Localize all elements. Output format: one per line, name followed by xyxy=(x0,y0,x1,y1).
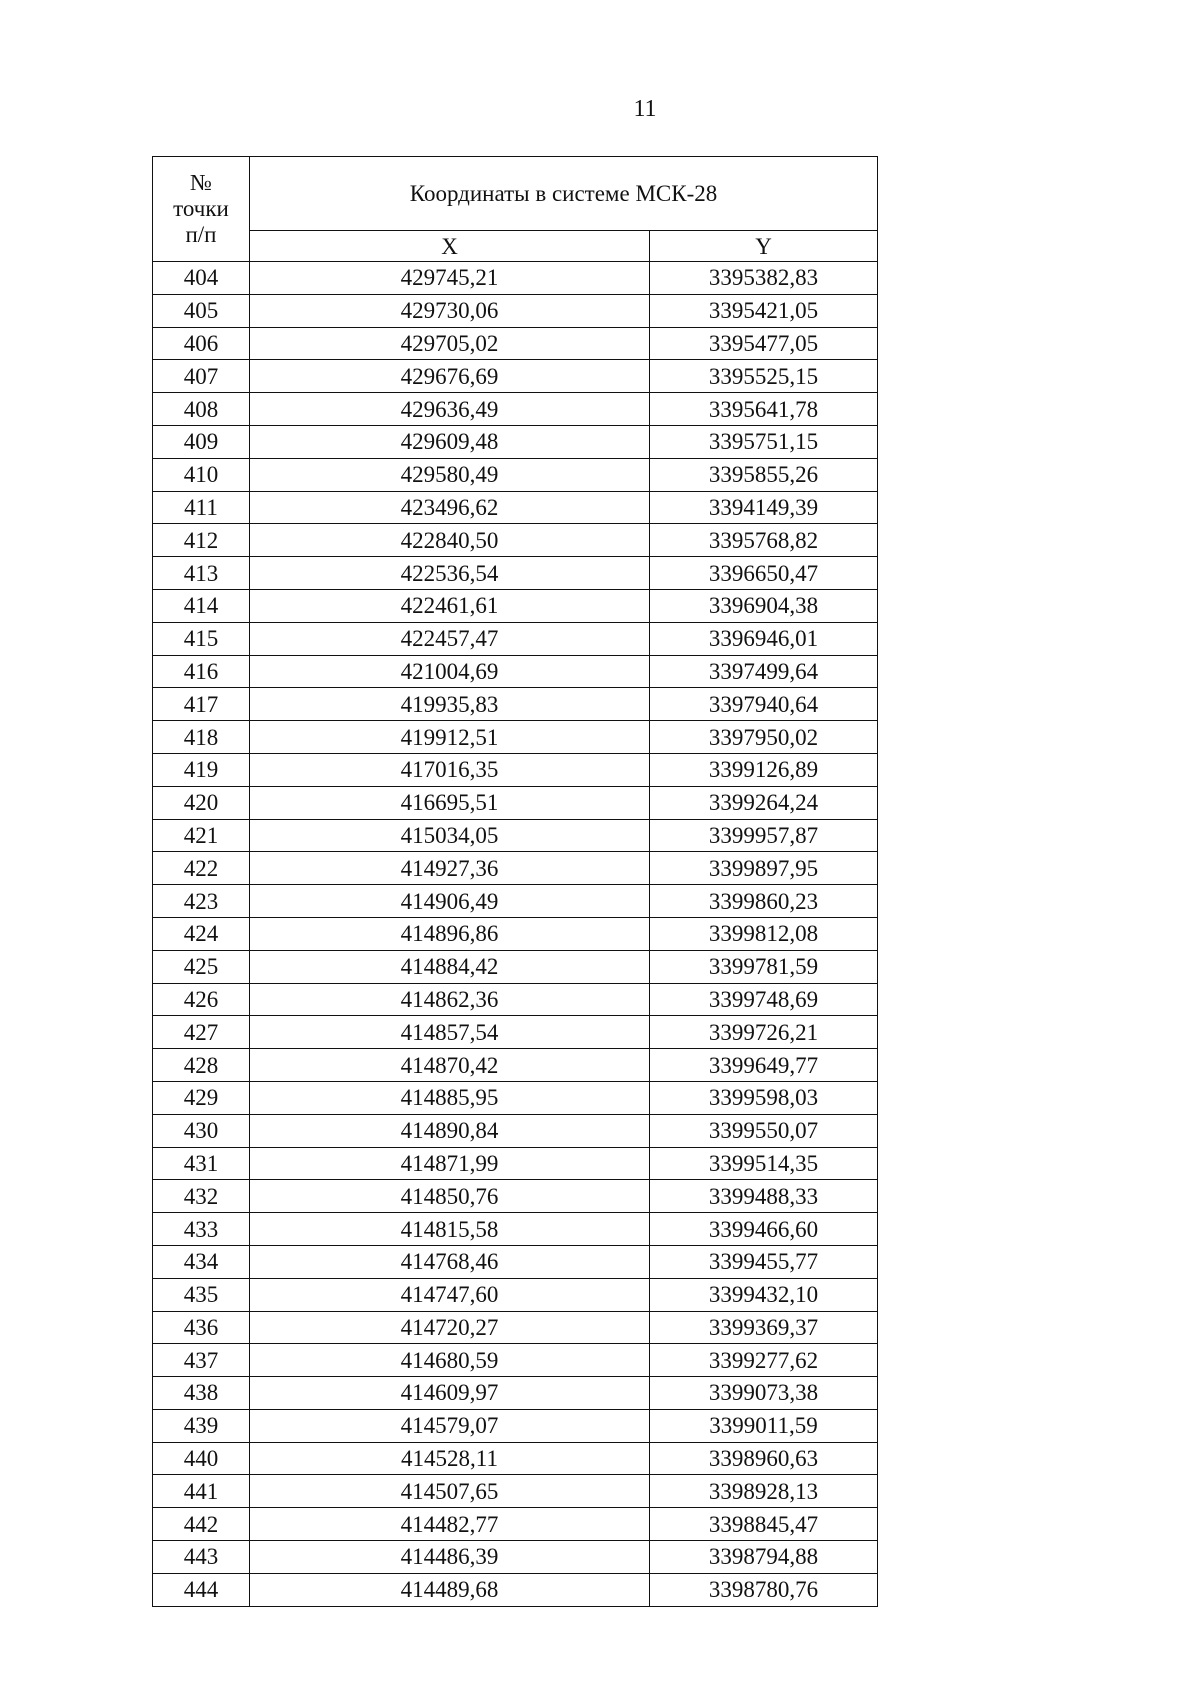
x-coordinate-cell: 429745,21 xyxy=(250,262,650,295)
point-number-cell: 442 xyxy=(153,1508,250,1541)
x-coordinate-cell: 429730,06 xyxy=(250,294,650,327)
y-coordinate-cell: 3399264,24 xyxy=(650,786,878,819)
point-number-header-line2: точки xyxy=(173,196,229,221)
point-number-cell: 428 xyxy=(153,1049,250,1082)
point-number-cell: 418 xyxy=(153,721,250,754)
point-number-cell: 423 xyxy=(153,885,250,918)
point-number-cell: 437 xyxy=(153,1344,250,1377)
y-coordinate-cell: 3395751,15 xyxy=(650,425,878,458)
y-coordinate-cell: 3399369,37 xyxy=(650,1311,878,1344)
table-row xyxy=(153,688,878,721)
y-coordinate-cell: 3395525,15 xyxy=(650,360,878,393)
y-coordinate-cell: 3399514,35 xyxy=(650,1147,878,1180)
x-coordinate-cell: 429705,02 xyxy=(250,327,650,360)
y-coordinate-cell: 3399860,23 xyxy=(650,885,878,918)
y-coordinate-cell: 3399550,07 xyxy=(650,1114,878,1147)
point-number-cell: 431 xyxy=(153,1147,250,1180)
y-coordinate-cell: 3395382,83 xyxy=(650,262,878,295)
table-row xyxy=(153,1508,878,1541)
point-number-cell: 413 xyxy=(153,557,250,590)
point-number-cell: 415 xyxy=(153,622,250,655)
point-number-header xyxy=(153,157,250,262)
y-coordinate-cell: 3396904,38 xyxy=(650,589,878,622)
point-number-header-line1: № xyxy=(190,170,212,195)
x-coordinate-cell: 414747,60 xyxy=(250,1278,650,1311)
x-coordinate-cell: 419935,83 xyxy=(250,688,650,721)
x-coordinate-cell: 429676,69 xyxy=(250,360,650,393)
point-number-cell: 440 xyxy=(153,1442,250,1475)
point-number-cell: 416 xyxy=(153,655,250,688)
point-number-cell: 412 xyxy=(153,524,250,557)
point-number-cell: 433 xyxy=(153,1213,250,1246)
x-coordinate-cell: 417016,35 xyxy=(250,753,650,786)
x-coordinate-cell: 422461,61 xyxy=(250,589,650,622)
x-coordinate-cell: 416695,51 xyxy=(250,786,650,819)
y-coordinate-cell: 3399126,89 xyxy=(650,753,878,786)
table-row xyxy=(153,917,878,950)
table-row xyxy=(153,1245,878,1278)
y-coordinate-cell: 3399812,08 xyxy=(650,917,878,950)
point-number-cell: 414 xyxy=(153,589,250,622)
point-number-cell: 443 xyxy=(153,1541,250,1574)
y-coordinate-cell: 3395768,82 xyxy=(650,524,878,557)
table-row xyxy=(153,819,878,852)
y-coordinate-cell: 3399781,59 xyxy=(650,950,878,983)
x-coordinate-cell: 421004,69 xyxy=(250,655,650,688)
y-column-header: Y xyxy=(650,231,878,262)
x-coordinate-cell: 414489,68 xyxy=(250,1573,650,1606)
y-coordinate-cell: 3399649,77 xyxy=(650,1049,878,1082)
table-row xyxy=(153,1180,878,1213)
table-row xyxy=(153,786,878,819)
table-row xyxy=(153,589,878,622)
point-number-cell: 436 xyxy=(153,1311,250,1344)
x-coordinate-cell: 414680,59 xyxy=(250,1344,650,1377)
x-coordinate-cell: 414884,42 xyxy=(250,950,650,983)
table-row xyxy=(153,1409,878,1442)
y-coordinate-cell: 3399726,21 xyxy=(650,1016,878,1049)
point-number-cell: 408 xyxy=(153,393,250,426)
point-number-cell: 432 xyxy=(153,1180,250,1213)
x-coordinate-cell: 414486,39 xyxy=(250,1541,650,1574)
x-coordinate-cell: 414482,77 xyxy=(250,1508,650,1541)
point-number-cell: 420 xyxy=(153,786,250,819)
x-coordinate-cell: 414507,65 xyxy=(250,1475,650,1508)
point-number-cell: 422 xyxy=(153,852,250,885)
table-row xyxy=(153,524,878,557)
point-number-cell: 441 xyxy=(153,1475,250,1508)
x-coordinate-cell: 414720,27 xyxy=(250,1311,650,1344)
y-coordinate-cell: 3398780,76 xyxy=(650,1573,878,1606)
point-number-cell: 409 xyxy=(153,425,250,458)
coordinates-table-container xyxy=(152,156,878,1607)
point-number-cell: 421 xyxy=(153,819,250,852)
x-coordinate-cell: 423496,62 xyxy=(250,491,650,524)
y-coordinate-cell: 3397940,64 xyxy=(650,688,878,721)
x-coordinate-cell: 429580,49 xyxy=(250,458,650,491)
table-row xyxy=(153,753,878,786)
y-coordinate-cell: 3399455,77 xyxy=(650,1245,878,1278)
y-coordinate-cell: 3399432,10 xyxy=(650,1278,878,1311)
table-row xyxy=(153,1541,878,1574)
page-number: 11 xyxy=(633,96,657,122)
table-row xyxy=(153,1016,878,1049)
x-coordinate-cell: 415034,05 xyxy=(250,819,650,852)
table-row xyxy=(153,885,878,918)
y-coordinate-cell: 3399011,59 xyxy=(650,1409,878,1442)
x-coordinate-cell: 414885,95 xyxy=(250,1081,650,1114)
table-row xyxy=(153,1344,878,1377)
table-row xyxy=(153,721,878,754)
point-number-cell: 434 xyxy=(153,1245,250,1278)
x-coordinate-cell: 414815,58 xyxy=(250,1213,650,1246)
x-coordinate-cell: 414862,36 xyxy=(250,983,650,1016)
x-coordinate-cell: 429636,49 xyxy=(250,393,650,426)
table-row xyxy=(153,491,878,524)
y-coordinate-cell: 3396946,01 xyxy=(650,622,878,655)
table-row xyxy=(153,1573,878,1606)
y-coordinate-cell: 3399598,03 xyxy=(650,1081,878,1114)
point-number-cell: 427 xyxy=(153,1016,250,1049)
y-coordinate-cell: 3399277,62 xyxy=(650,1344,878,1377)
x-coordinate-cell: 414528,11 xyxy=(250,1442,650,1475)
point-number-cell: 435 xyxy=(153,1278,250,1311)
y-coordinate-cell: 3395477,05 xyxy=(650,327,878,360)
point-number-cell: 407 xyxy=(153,360,250,393)
table-row xyxy=(153,393,878,426)
table-row xyxy=(153,1311,878,1344)
y-coordinate-cell: 3399957,87 xyxy=(650,819,878,852)
point-number-cell: 417 xyxy=(153,688,250,721)
x-coordinate-cell: 414850,76 xyxy=(250,1180,650,1213)
table-row xyxy=(153,1475,878,1508)
y-coordinate-cell: 3399748,69 xyxy=(650,983,878,1016)
table-row xyxy=(153,425,878,458)
x-coordinate-cell: 422840,50 xyxy=(250,524,650,557)
point-number-cell: 419 xyxy=(153,753,250,786)
coordinates-table xyxy=(152,156,878,1607)
y-coordinate-cell: 3395421,05 xyxy=(650,294,878,327)
point-number-cell: 405 xyxy=(153,294,250,327)
table-row xyxy=(153,1081,878,1114)
x-coordinate-cell: 414890,84 xyxy=(250,1114,650,1147)
point-number-cell: 426 xyxy=(153,983,250,1016)
y-coordinate-cell: 3397950,02 xyxy=(650,721,878,754)
table-row xyxy=(153,1377,878,1410)
y-coordinate-cell: 3396650,47 xyxy=(650,557,878,590)
y-coordinate-cell: 3395855,26 xyxy=(650,458,878,491)
table-row xyxy=(153,1213,878,1246)
point-number-cell: 410 xyxy=(153,458,250,491)
table-row xyxy=(153,458,878,491)
table-row xyxy=(153,262,878,295)
x-coordinate-cell: 414579,07 xyxy=(250,1409,650,1442)
y-coordinate-cell: 3398794,88 xyxy=(650,1541,878,1574)
y-coordinate-cell: 3399073,38 xyxy=(650,1377,878,1410)
point-number-cell: 411 xyxy=(153,491,250,524)
x-coordinate-cell: 414927,36 xyxy=(250,852,650,885)
y-coordinate-cell: 3395641,78 xyxy=(650,393,878,426)
y-coordinate-cell: 3398960,63 xyxy=(650,1442,878,1475)
table-row xyxy=(153,1147,878,1180)
point-number-cell: 424 xyxy=(153,917,250,950)
table-row xyxy=(153,294,878,327)
x-coordinate-cell: 419912,51 xyxy=(250,721,650,754)
table-row xyxy=(153,1442,878,1475)
point-number-cell: 406 xyxy=(153,327,250,360)
x-coordinate-cell: 414896,86 xyxy=(250,917,650,950)
point-number-cell: 438 xyxy=(153,1377,250,1410)
y-coordinate-cell: 3399466,60 xyxy=(650,1213,878,1246)
point-number-cell: 430 xyxy=(153,1114,250,1147)
x-coordinate-cell: 414906,49 xyxy=(250,885,650,918)
table-body xyxy=(153,262,878,1607)
x-coordinate-cell: 414870,42 xyxy=(250,1049,650,1082)
table-row xyxy=(153,622,878,655)
x-coordinate-cell: 422536,54 xyxy=(250,557,650,590)
x-coordinate-cell: 414871,99 xyxy=(250,1147,650,1180)
point-number-header-line3: п/п xyxy=(185,222,217,247)
table-row xyxy=(153,983,878,1016)
point-number-cell: 404 xyxy=(153,262,250,295)
y-coordinate-cell: 3394149,39 xyxy=(650,491,878,524)
y-coordinate-cell: 3399488,33 xyxy=(650,1180,878,1213)
table-row xyxy=(153,557,878,590)
point-number-cell: 425 xyxy=(153,950,250,983)
table-row xyxy=(153,852,878,885)
table-row xyxy=(153,360,878,393)
table-row xyxy=(153,1049,878,1082)
x-coordinate-cell: 414857,54 xyxy=(250,1016,650,1049)
y-coordinate-cell: 3398928,13 xyxy=(650,1475,878,1508)
point-number-cell: 439 xyxy=(153,1409,250,1442)
table-row xyxy=(153,1278,878,1311)
table-row xyxy=(153,655,878,688)
table-row xyxy=(153,950,878,983)
coordinates-system-header: Координаты в системе МСК-28 xyxy=(250,157,878,231)
point-number-cell: 444 xyxy=(153,1573,250,1606)
table-row xyxy=(153,1114,878,1147)
x-coordinate-cell: 429609,48 xyxy=(250,425,650,458)
point-number-cell: 429 xyxy=(153,1081,250,1114)
x-coordinate-cell: 414768,46 xyxy=(250,1245,650,1278)
y-coordinate-cell: 3397499,64 xyxy=(650,655,878,688)
y-coordinate-cell: 3398845,47 xyxy=(650,1508,878,1541)
y-coordinate-cell: 3399897,95 xyxy=(650,852,878,885)
table-header xyxy=(153,157,878,262)
x-coordinate-cell: 414609,97 xyxy=(250,1377,650,1410)
table-row xyxy=(153,327,878,360)
x-coordinate-cell: 422457,47 xyxy=(250,622,650,655)
x-column-header: X xyxy=(250,231,650,262)
